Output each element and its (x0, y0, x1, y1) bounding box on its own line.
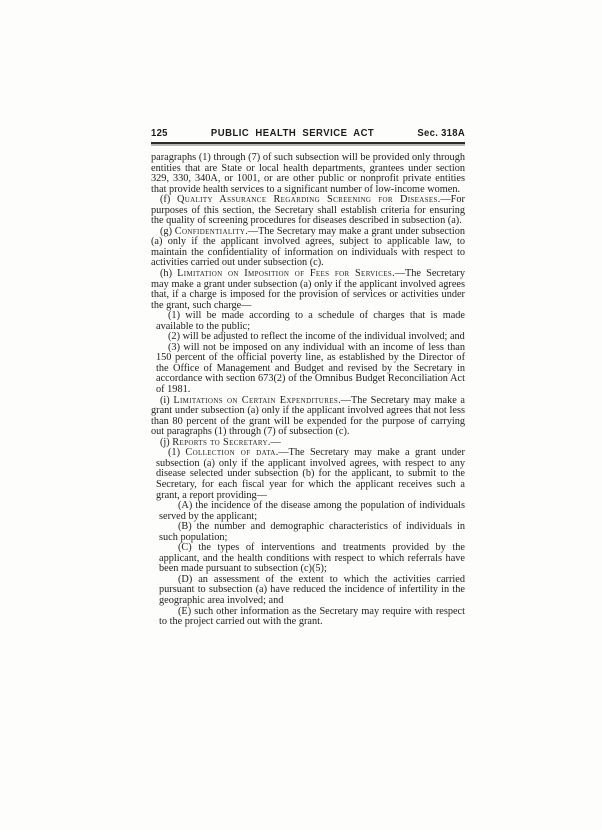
page-number: 125 (151, 127, 168, 140)
text-run: (g) (160, 225, 175, 237)
paragraph (156, 343, 465, 396)
text-run: (2) will be adjusted to reflect the income of the individual involved; and (168, 331, 465, 343)
paragraph (151, 269, 465, 311)
text-run: .—The Secretary may make a grant under subsection (a) only if the applicant involved agrees, with respect to any disease selected under subsection (b) for the applicant, to submit to the Secretary, for each fiscal year for which the applicant receives such a grant, a report providing— (156, 447, 465, 501)
text-run: (f) (160, 194, 177, 206)
text-run: .—The Secretary may make a grant under subsection (a) only if the applicant involved agrees that, if a charge is imposed for the provision of services or activities under the grant, such charge— (151, 268, 465, 311)
text-run: (j) (160, 436, 173, 448)
text-run: .—The Secretary may make a grant under subsection (a) only if the applicant involved agrees, subject to applicable law, to maintain the confidentiality of information on individuals with respect to activities carried out under subsection (c). (151, 225, 465, 269)
small-caps-run: Collection of data (185, 447, 276, 459)
text-run: (h) (160, 268, 178, 280)
page-content (151, 128, 465, 628)
text-run: (A) the incidence of the disease among the population of individuals served by the applicant; (159, 500, 465, 522)
text-run: .—The Secretary may make a grant under subsection (a) only if the applicant involved agrees that not less than 80 percent of the grant will be expended for the purpose of carrying out paragraphs (1) through (7) of subsection (c). (151, 394, 465, 438)
header-rule (151, 142, 465, 144)
small-caps-run: Confidentiality (174, 225, 246, 237)
text-run: (1) (168, 447, 186, 459)
text-run: (E) such other information as the Secretary may require with respect to the project carried out with the grant. (159, 605, 465, 628)
small-caps-run: Reports to Secretary (172, 436, 268, 448)
paragraph (151, 153, 465, 195)
running-head (151, 128, 465, 140)
document-title: PUBLIC HEALTH SERVICE ACT (210, 127, 375, 140)
paragraph (159, 543, 465, 575)
paragraph (159, 501, 465, 522)
text-run: (3) will not be imposed on any individual with an income of less than 150 percent of the official poverty line, as established by the Director of the Office of Management and Budget and revised by the Secretary in accordance with section 673(2) of the Omnibus Budget Reconciliation Act of 1981. (156, 341, 465, 396)
paragraph (159, 522, 465, 543)
small-caps-run: Limitation on Imposition of Fees for Services (177, 268, 393, 280)
text-run: (1) will be made according to a schedule of charges that is made available to the public; (156, 310, 465, 332)
text-run: (i) (160, 394, 174, 406)
paragraph (151, 396, 465, 438)
text-run: (D) an assessment of the extent to which the activities carried pursuant to subsection (a) have reduced the incidence of infertility in the geographic area involved; and (159, 573, 465, 606)
text-run: .—For purposes of this section, the Secretary shall establish criteria for ensuring the quality of screening procedures for diseases described in subsection (a). (151, 194, 465, 227)
document-body (151, 153, 465, 628)
small-caps-run: Quality Assurance Regarding Screening for Diseases (176, 194, 438, 206)
small-caps-run: Limitations on Certain Expenditures (173, 394, 339, 406)
paragraph (156, 448, 465, 501)
text-run: paragraphs (1) through (7) of such subsection will be provided only through entities that are State or local health departments, grantees under section 329, 330, 340A, or 1001, or are other public or nonprofit private entities that provide health services to a significant number of low-income women. (151, 152, 465, 195)
paragraph (151, 195, 465, 227)
paragraph (159, 607, 465, 628)
text-run: (B) the number and demographic characteristics of individuals in such population; (159, 521, 465, 543)
paragraph (159, 575, 465, 607)
section-label: Sec. 318A (417, 127, 465, 140)
text-run: .— (267, 436, 281, 448)
paragraph (156, 311, 465, 332)
text-run: (C) the types of interventions and treatments provided by the applicant, and the health conditions with respect to which referrals have been made pursuant to subsection (c)(5); (159, 542, 465, 575)
paragraph (151, 227, 465, 269)
